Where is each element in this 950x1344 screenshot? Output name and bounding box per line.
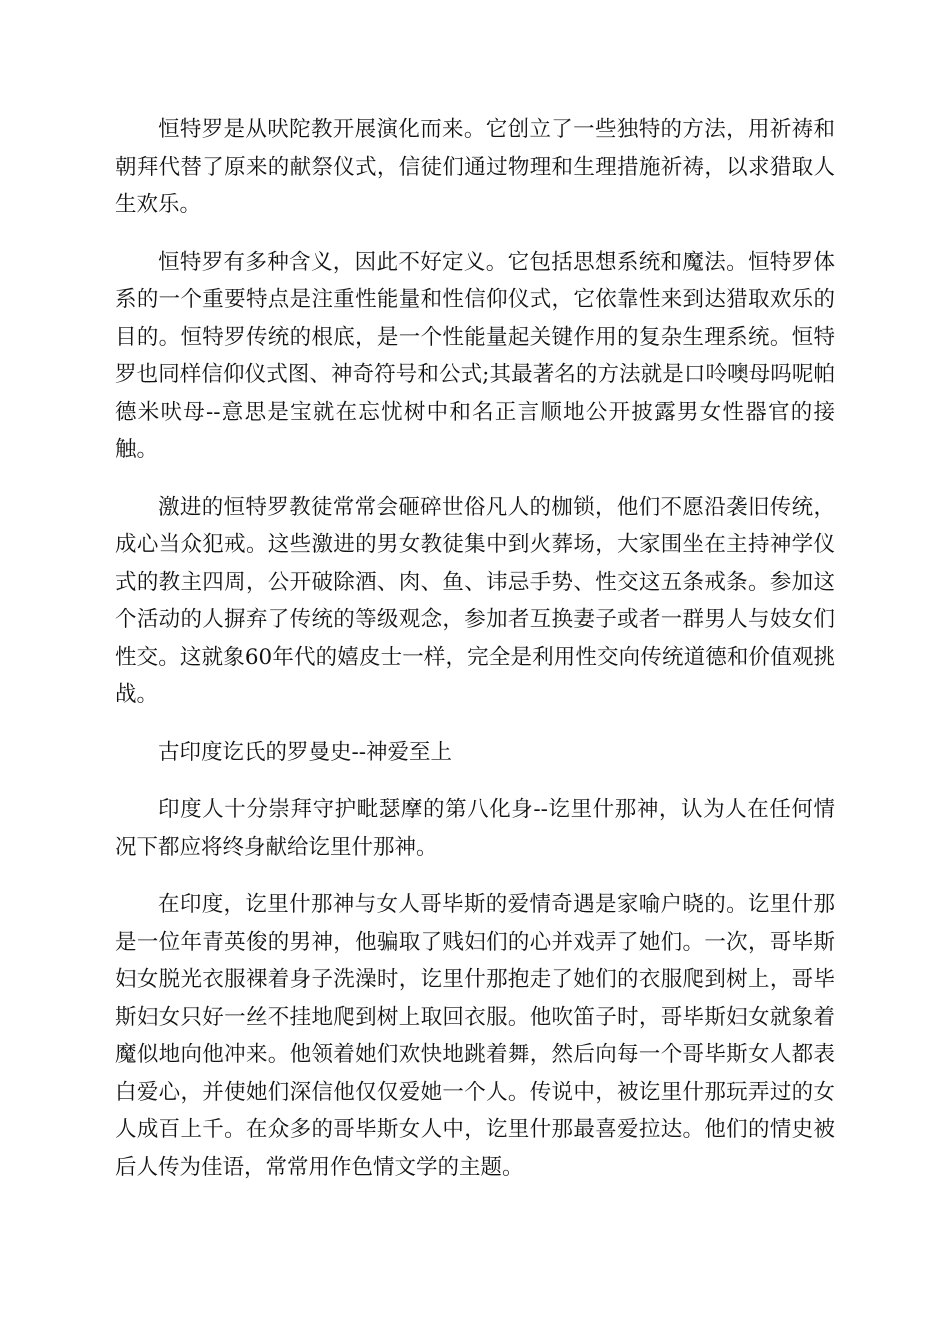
- document-body: [115, 111, 835, 1206]
- paragraph-krishna-worship: 印度人十分崇拜守护毗瑟摩的第八化身--讫里什那神，认为人在任何情况下都应将终身献给讫里什那神。: [115, 797, 835, 860]
- section-heading-krishna-romance: 古印度讫氏的罗曼史--神爱至上: [158, 739, 453, 765]
- paragraph-krishna-gopis: 在印度，讫里什那神与女人哥毕斯的爱情奇遇是家喻户晓的。讫里什那是一位年青英俊的男神，他骗取了贱妇们的心并戏弄了她们。一次，哥毕斯妇女脱光衣服裸着身子洗澡时，讫里什那抱走了她们的衣服爬到树上，哥毕斯妇女只好一丝不挂地爬到树上取回衣服。他吹笛子时，哥毕斯妇女就象着魔似地向他冲来。他领着她们欢快地跳着舞，然后向每一个哥毕斯女人都表白爱心，并使她们深信他仅仅爱她一个人。传说中，被讫里什那玩弄过的女人成百上千。在众多的哥毕斯女人中，讫里什那最喜爱拉达。他们的情史被后人传为佳语，常常用作色情文学的主题。: [115, 892, 835, 1180]
- paragraph-radical-followers: 激进的恒特罗教徒常常会砸碎世俗凡人的枷锁，他们不愿沿袭旧传统，成心当众犯戒。这些激进的男女教徒集中到火葬场，大家围坐在主持神学仪式的教主四周，公开破除酒、肉、鱼、讳忌手势、性交这五条戒条。参加这个活动的人摒弃了传统的等级观念，参加者互换妻子或者一群男人与妓女们性交。这就象60年代的嬉皮士一样，完全是利用性交向传统道德和价值观挑战。: [115, 494, 835, 707]
- paragraph-tantra-origin: 恒特罗是从吠陀教开展演化而来。它创立了一些独特的方法，用祈祷和朝拜代替了原来的献祭仪式，信徒们通过物理和生理措施祈祷，以求猎取人生欢乐。: [115, 117, 835, 217]
- paragraph-tantra-meaning: 恒特罗有多种含义，因此不好定义。它包括思想系统和魔法。恒特罗体系的一个重要特点是注重性能量和性信仰仪式，它依靠性来到达猎取欢乐的目的。恒特罗传统的根底，是一个性能量起关键作用的复杂生理系统。恒特罗也同样信仰仪式图、神奇符号和公式;其最著名的方法就是口呤噢母吗呢帕德米吠母--意思是宝就在忘忧树中和名正言顺地公开披露男女性器官的接触。: [115, 249, 835, 462]
